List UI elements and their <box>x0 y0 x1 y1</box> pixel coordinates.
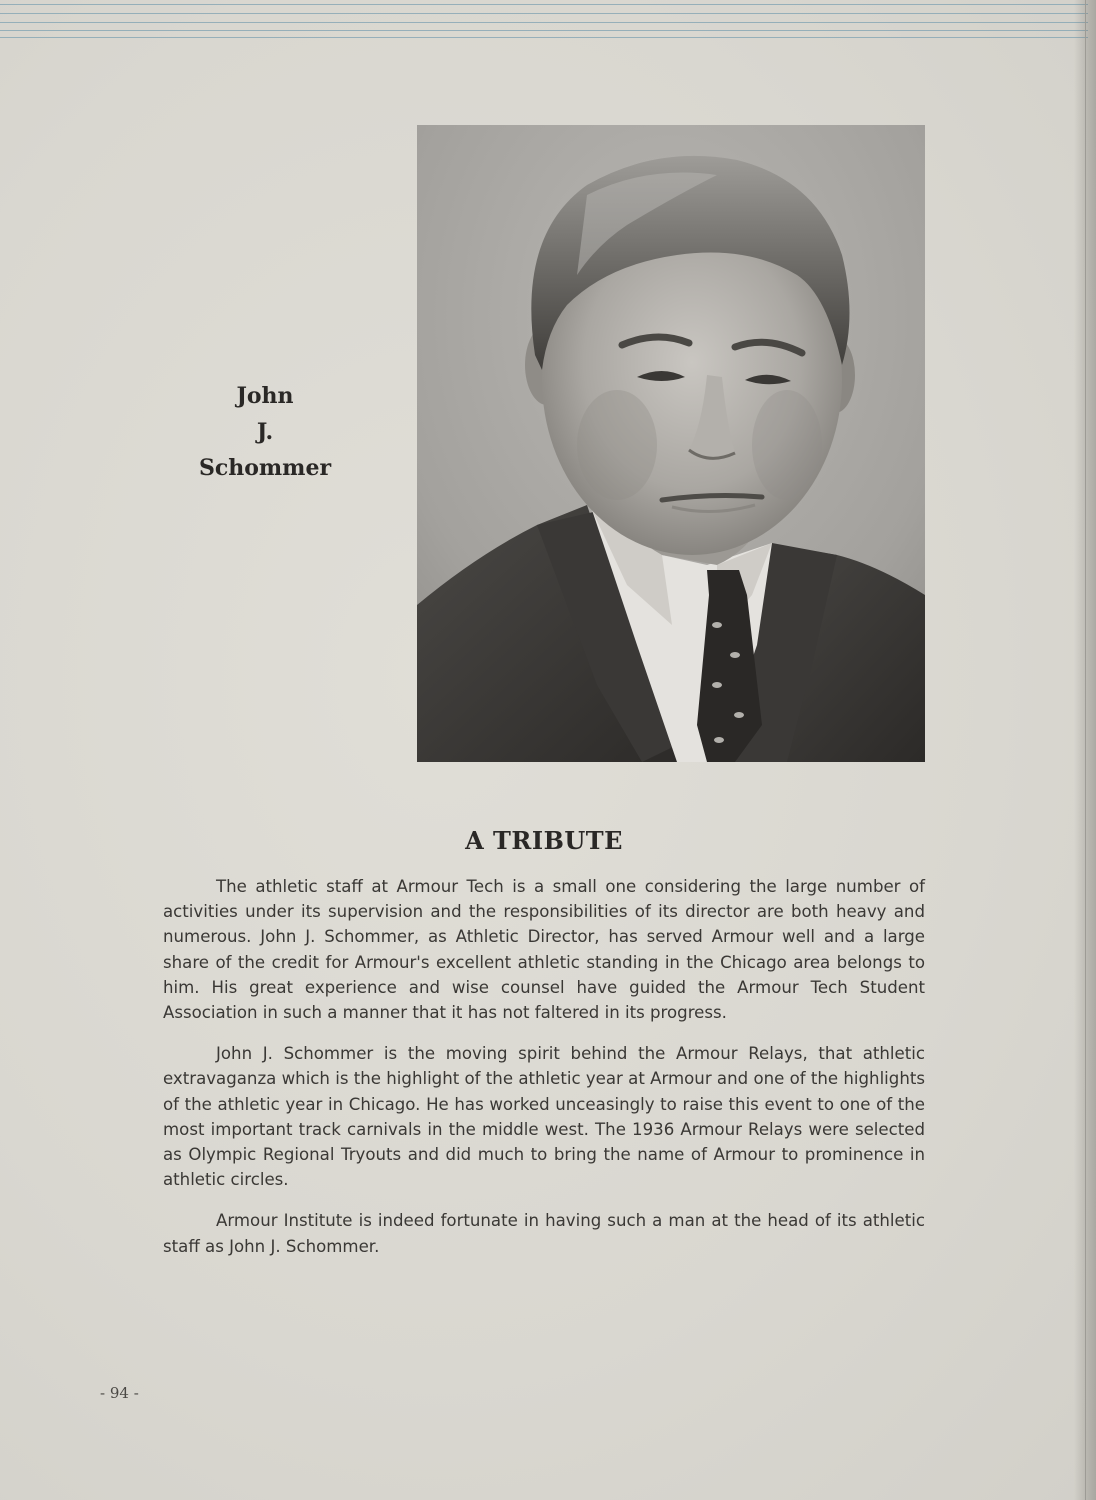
top-rule-lines <box>0 0 1096 40</box>
rule-line <box>0 22 1088 23</box>
article-heading: A TRIBUTE <box>465 826 623 855</box>
rule-line <box>0 4 1088 5</box>
portrait-photo <box>417 125 925 762</box>
first-name: John <box>236 383 294 409</box>
rule-line <box>0 37 1088 38</box>
rule-line <box>0 13 1088 14</box>
portrait-illustration <box>417 125 925 762</box>
article-body <box>163 874 925 1275</box>
rule-line <box>0 30 1088 31</box>
binding-edge-line <box>1085 0 1086 1500</box>
middle-initial: J. <box>256 419 274 445</box>
last-name: Schommer <box>198 455 332 481</box>
article-paragraph-1: The athletic staff at Armour Tech is a small one considering the large number of activities under its supervision and the responsibilities of its director are both heavy and numerous. John J. Schommer, as Athletic Director, has served Armour well and a large share of the credit for Armour's excellent athletic standing in the Chicago area belongs to him. His great experience and wise counsel have guided the Armour Tech Student Association in such a manner that it has not faltered in its progress. <box>163 877 925 1023</box>
article-paragraph-2: John J. Schommer is the moving spirit behind the Armour Relays, that athletic extravaganza which is the highlight of the athletic year at Armour and one of the highlights of the athletic year in Chicago. He has worked unceasingly to raise this event to one of the most important track carnivals in the middle west. The 1936 Armour Relays were selected as Olympic Regional Tryouts and did much to bring the name of Armour to prominence in athletic circles. <box>163 1044 925 1190</box>
article-paragraph-3: Armour Institute is indeed fortunate in having such a man at the head of its athletic staff as John J. Schommer. <box>163 1211 925 1256</box>
subject-name <box>190 378 340 486</box>
page-number: - 94 - <box>100 1384 139 1402</box>
